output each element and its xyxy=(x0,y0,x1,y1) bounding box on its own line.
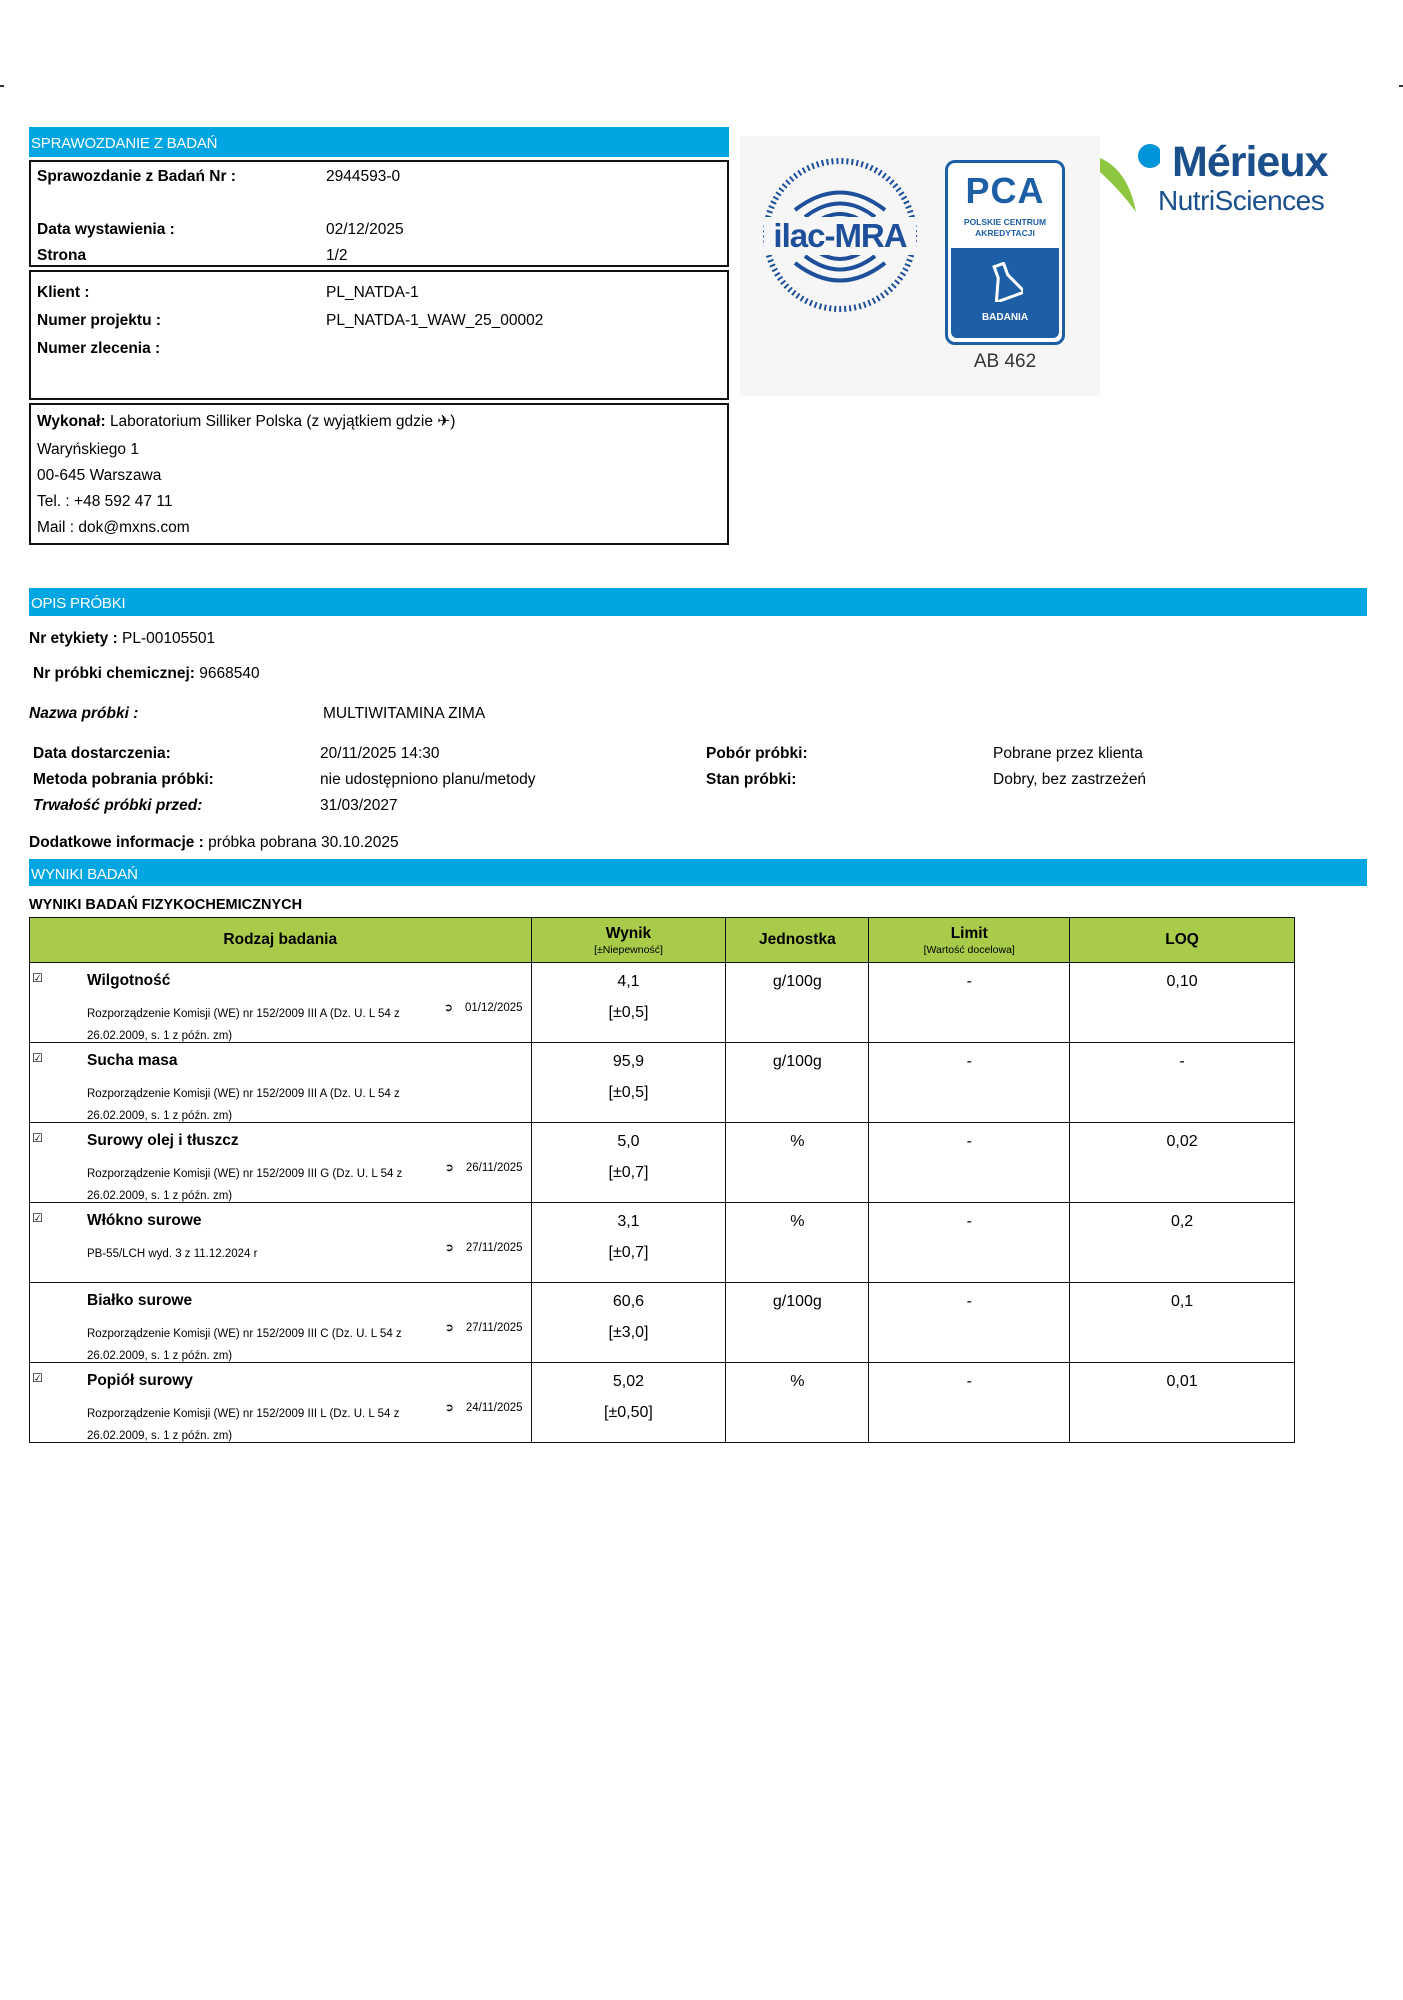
test-date-value: 27/11/2025 xyxy=(465,1322,523,1334)
pca-logo xyxy=(945,160,1065,345)
test-date xyxy=(511,1081,523,1093)
page-label: Strona xyxy=(37,247,87,264)
test-name: Sucha masa xyxy=(87,1052,178,1069)
result-uncertainty: [±0,7] xyxy=(608,1244,649,1261)
limit-cell xyxy=(869,1043,1070,1123)
label-number-value: PL-00105501 xyxy=(122,630,216,647)
test-method: PB-55/LCH wyd. 3 z 11.12.2024 r xyxy=(87,1248,258,1260)
outsourced-arrow-icon: ➲ xyxy=(444,1402,454,1414)
chem-number-label: Nr próbki chemicznej: xyxy=(33,665,195,682)
test-method: Rozporządzenie Komisji (WE) nr 152/2009 III G (Dz. U. L 54 z 26.02.2009, s. 1 z późn. zm) xyxy=(87,1168,403,1202)
header-loq: LOQ xyxy=(1070,918,1295,963)
outsourced-arrow-icon: ➲ xyxy=(444,1162,454,1174)
order-label: Numer zlecenia : xyxy=(37,340,161,357)
table-row xyxy=(30,1043,1295,1123)
test-date xyxy=(445,1401,523,1414)
checkbox-icon: ☑ xyxy=(32,1371,43,1385)
corner-mark-right xyxy=(1399,85,1403,87)
method-label: Metoda pobrania próbki: xyxy=(33,771,214,788)
extra-info-line xyxy=(29,834,399,852)
client-label: Klient : xyxy=(37,284,90,301)
pca-sub2: AKREDYTACJI xyxy=(975,228,1035,238)
loq-value: 0,02 xyxy=(1166,1133,1198,1150)
label-number-line xyxy=(29,630,215,648)
outsourced-arrow-icon: ➲ xyxy=(444,1242,454,1254)
extra-info-label: Dodatkowe informacje : xyxy=(29,834,204,851)
unit-value: g/100g xyxy=(772,973,822,990)
limit-value: - xyxy=(966,1133,972,1150)
result-value: 5,02 xyxy=(612,1373,645,1390)
loq-value: 0,10 xyxy=(1166,973,1198,990)
unit-value: % xyxy=(790,1213,805,1230)
loq-cell xyxy=(1070,1123,1295,1203)
chem-number-value: 9668540 xyxy=(199,665,260,682)
result-cell xyxy=(531,1043,726,1123)
result-cell xyxy=(531,963,726,1043)
test-date-value: 01/12/2025 xyxy=(464,1002,523,1014)
loq-cell xyxy=(1070,963,1295,1043)
loq-value: - xyxy=(1179,1053,1185,1070)
result-value: 95,9 xyxy=(612,1053,645,1070)
method-value: nie udostępniono planu/metody xyxy=(320,771,536,788)
limit-cell xyxy=(869,1123,1070,1203)
state-label: Stan próbki: xyxy=(706,771,797,788)
result-cell xyxy=(531,1283,726,1363)
test-date-value: 26/11/2025 xyxy=(465,1162,523,1174)
unit-cell xyxy=(726,963,869,1043)
sample-name-value: MULTIWITAMINA ZIMA xyxy=(323,705,486,722)
limit-value: - xyxy=(966,1373,972,1390)
header-result: Wynik [±Niepewność] xyxy=(531,918,726,963)
unit-value: % xyxy=(790,1373,805,1390)
chem-number-line xyxy=(33,665,260,683)
lab-street: Waryńskiego 1 xyxy=(37,441,139,458)
test-name: Włókno surowe xyxy=(87,1212,202,1229)
pca-blue-panel xyxy=(951,248,1059,338)
lab-mail: Mail : dok@mxns.com xyxy=(37,519,190,536)
flask-icon xyxy=(987,262,1023,302)
checkbox-icon: ☑ xyxy=(32,1131,43,1145)
loq-value: 0,01 xyxy=(1166,1373,1198,1390)
page-value: 1/2 xyxy=(326,247,348,264)
limit-value: - xyxy=(966,1213,972,1230)
pca-title: PCA xyxy=(965,170,1045,211)
test-method: Rozporządzenie Komisji (WE) nr 152/2009 III A (Dz. U. L 54 z 26.02.2009, s. 1 z późn. zm) xyxy=(87,1088,400,1122)
lab-label: Wykonał: xyxy=(37,413,106,430)
test-method: Rozporządzenie Komisji (WE) nr 152/2009 III A (Dz. U. L 54 z 26.02.2009, s. 1 z późn. zm) xyxy=(87,1008,400,1042)
result-cell xyxy=(531,1203,726,1283)
table-row xyxy=(30,1283,1295,1363)
result-uncertainty: [±0,7] xyxy=(608,1164,649,1181)
limit-value: - xyxy=(966,973,972,990)
lab-line xyxy=(37,412,455,431)
state-value: Dobry, bez zastrzeżeń xyxy=(993,771,1147,788)
limit-value: - xyxy=(966,1053,972,1070)
test-date-value: 27/11/2025 xyxy=(465,1242,523,1254)
lab-city: 00-645 Warszawa xyxy=(37,467,162,484)
loq-value: 0,2 xyxy=(1170,1213,1194,1230)
header-test: Rodzaj badania xyxy=(30,918,532,963)
header-limit-sub: [Wartość docelowa] xyxy=(923,943,1015,956)
unit-cell xyxy=(726,1283,869,1363)
lab-box xyxy=(29,403,729,545)
test-cell xyxy=(30,1363,532,1443)
result-value: 4,1 xyxy=(617,973,640,990)
sampling-label: Pobór próbki: xyxy=(706,745,808,762)
ilac-text: ilac-MRA xyxy=(764,217,916,255)
results-header-row xyxy=(30,918,1295,963)
pca-sub1: POLSKIE CENTRUM xyxy=(963,217,1047,227)
test-name: Białko surowe xyxy=(87,1292,193,1309)
limit-cell xyxy=(869,1363,1070,1443)
header-limit: Limit [Wartość docelowa] xyxy=(869,918,1070,963)
test-date xyxy=(445,1161,523,1174)
limit-cell xyxy=(869,1283,1070,1363)
limit-value: - xyxy=(966,1293,972,1310)
checkbox-icon: ☑ xyxy=(32,1051,43,1065)
project-value: PL_NATDA-1_WAW_25_00002 xyxy=(326,312,544,329)
sampling-value: Pobrane przez klienta xyxy=(993,745,1143,762)
result-value: 60,6 xyxy=(612,1293,645,1310)
client-value: PL_NATDA-1 xyxy=(326,284,419,301)
issue-date-value: 02/12/2025 xyxy=(326,221,404,238)
extra-info-value: próbka pobrana 30.10.2025 xyxy=(208,834,399,851)
shelf-life-value: 31/03/2027 xyxy=(320,797,398,814)
result-cell xyxy=(531,1363,726,1443)
delivery-label: Data dostarczenia: xyxy=(33,745,171,762)
ilac-mra-logo xyxy=(760,155,920,315)
header-result-sub: [±Niepewność] xyxy=(594,943,663,956)
unit-cell xyxy=(726,1043,869,1123)
unit-value: g/100g xyxy=(772,1053,822,1070)
test-cell xyxy=(30,963,532,1043)
checkbox-icon: ☑ xyxy=(32,1211,43,1225)
table-row xyxy=(30,1123,1295,1203)
result-uncertainty: [±0,5] xyxy=(608,1084,649,1101)
unit-cell xyxy=(726,1203,869,1283)
unit-value: g/100g xyxy=(772,1293,822,1310)
test-name: Surowy olej i tłuszcz xyxy=(87,1132,239,1149)
test-date xyxy=(445,1241,523,1254)
shelf-life-label: Trwałość próbki przed: xyxy=(33,797,203,814)
result-value: 5,0 xyxy=(617,1133,640,1150)
nutrisciences-name: NutriSciences xyxy=(1158,185,1325,216)
client-box xyxy=(29,270,729,400)
loq-cell xyxy=(1070,1203,1295,1283)
outsourced-arrow-icon: ➲ xyxy=(444,1322,454,1334)
test-cell xyxy=(30,1043,532,1123)
table-row xyxy=(30,963,1295,1043)
issue-date-label: Data wystawienia : xyxy=(37,221,175,238)
corner-mark-left xyxy=(0,85,4,87)
delivery-value: 20/11/2025 14:30 xyxy=(320,745,440,762)
lab-value: Laboratorium Silliker Polska (z wyjątkiem gdzie ✈) xyxy=(109,413,456,430)
test-name: Popiół surowy xyxy=(87,1372,193,1389)
test-method: Rozporządzenie Komisji (WE) nr 152/2009 III L (Dz. U. L 54 z 26.02.2009, s. 1 z późn. zm) xyxy=(87,1408,400,1442)
loq-cell xyxy=(1070,1363,1295,1443)
unit-value: % xyxy=(790,1133,805,1150)
result-uncertainty: [±0,50] xyxy=(604,1404,653,1421)
results-section-title: WYNIKI BADAŃ xyxy=(29,859,1367,886)
report-info-box xyxy=(29,160,729,267)
table-row xyxy=(30,1363,1295,1443)
merieux-name: Mérieux xyxy=(1172,138,1328,186)
result-cell xyxy=(531,1123,726,1203)
table-row xyxy=(30,1203,1295,1283)
sample-name-label: Nazwa próbki : xyxy=(29,705,139,722)
results-table xyxy=(29,917,1295,1443)
test-cell xyxy=(30,1123,532,1203)
unit-cell xyxy=(726,1363,869,1443)
test-cell xyxy=(30,1203,532,1283)
unit-cell xyxy=(726,1123,869,1203)
merieux-leaf-icon xyxy=(1098,140,1160,220)
pca-number: AB 462 xyxy=(973,351,1037,372)
limit-cell xyxy=(869,963,1070,1043)
test-date xyxy=(444,1001,523,1014)
header-unit: Jednostka xyxy=(726,918,869,963)
result-uncertainty: [±0,5] xyxy=(608,1004,649,1021)
loq-value: 0,1 xyxy=(1170,1293,1194,1310)
report-number-label: Sprawozdanie z Badań Nr : xyxy=(37,168,236,185)
outsourced-arrow-icon: ➲ xyxy=(443,1002,453,1014)
loq-cell xyxy=(1070,1283,1295,1363)
loq-cell xyxy=(1070,1043,1295,1123)
project-label: Numer projektu : xyxy=(37,312,162,329)
test-method: Rozporządzenie Komisji (WE) nr 152/2009 III C (Dz. U. L 54 z 26.02.2009, s. 1 z późn. zm) xyxy=(87,1328,402,1362)
label-number-label: Nr etykiety : xyxy=(29,630,118,647)
test-date-value: 24/11/2025 xyxy=(465,1402,523,1414)
lab-tel: Tel. : +48 592 47 11 xyxy=(37,493,173,510)
test-cell xyxy=(30,1283,532,1363)
test-name: Wilgotność xyxy=(87,972,171,989)
test-date xyxy=(445,1321,523,1334)
limit-cell xyxy=(869,1203,1070,1283)
report-section-title: SPRAWOZDANIE Z BADAŃ xyxy=(29,127,729,157)
pca-badania: BADANIA xyxy=(981,312,1029,323)
result-uncertainty: [±3,0] xyxy=(608,1324,649,1341)
result-value: 3,1 xyxy=(617,1213,640,1230)
results-subtitle: WYNIKI BADAŃ FIZYKOCHEMICZNYCH xyxy=(29,897,303,913)
checkbox-icon: ☑ xyxy=(32,971,43,985)
sample-section-title: OPIS PRÓBKI xyxy=(29,588,1367,616)
report-number-value: 2944593-0 xyxy=(326,168,401,185)
